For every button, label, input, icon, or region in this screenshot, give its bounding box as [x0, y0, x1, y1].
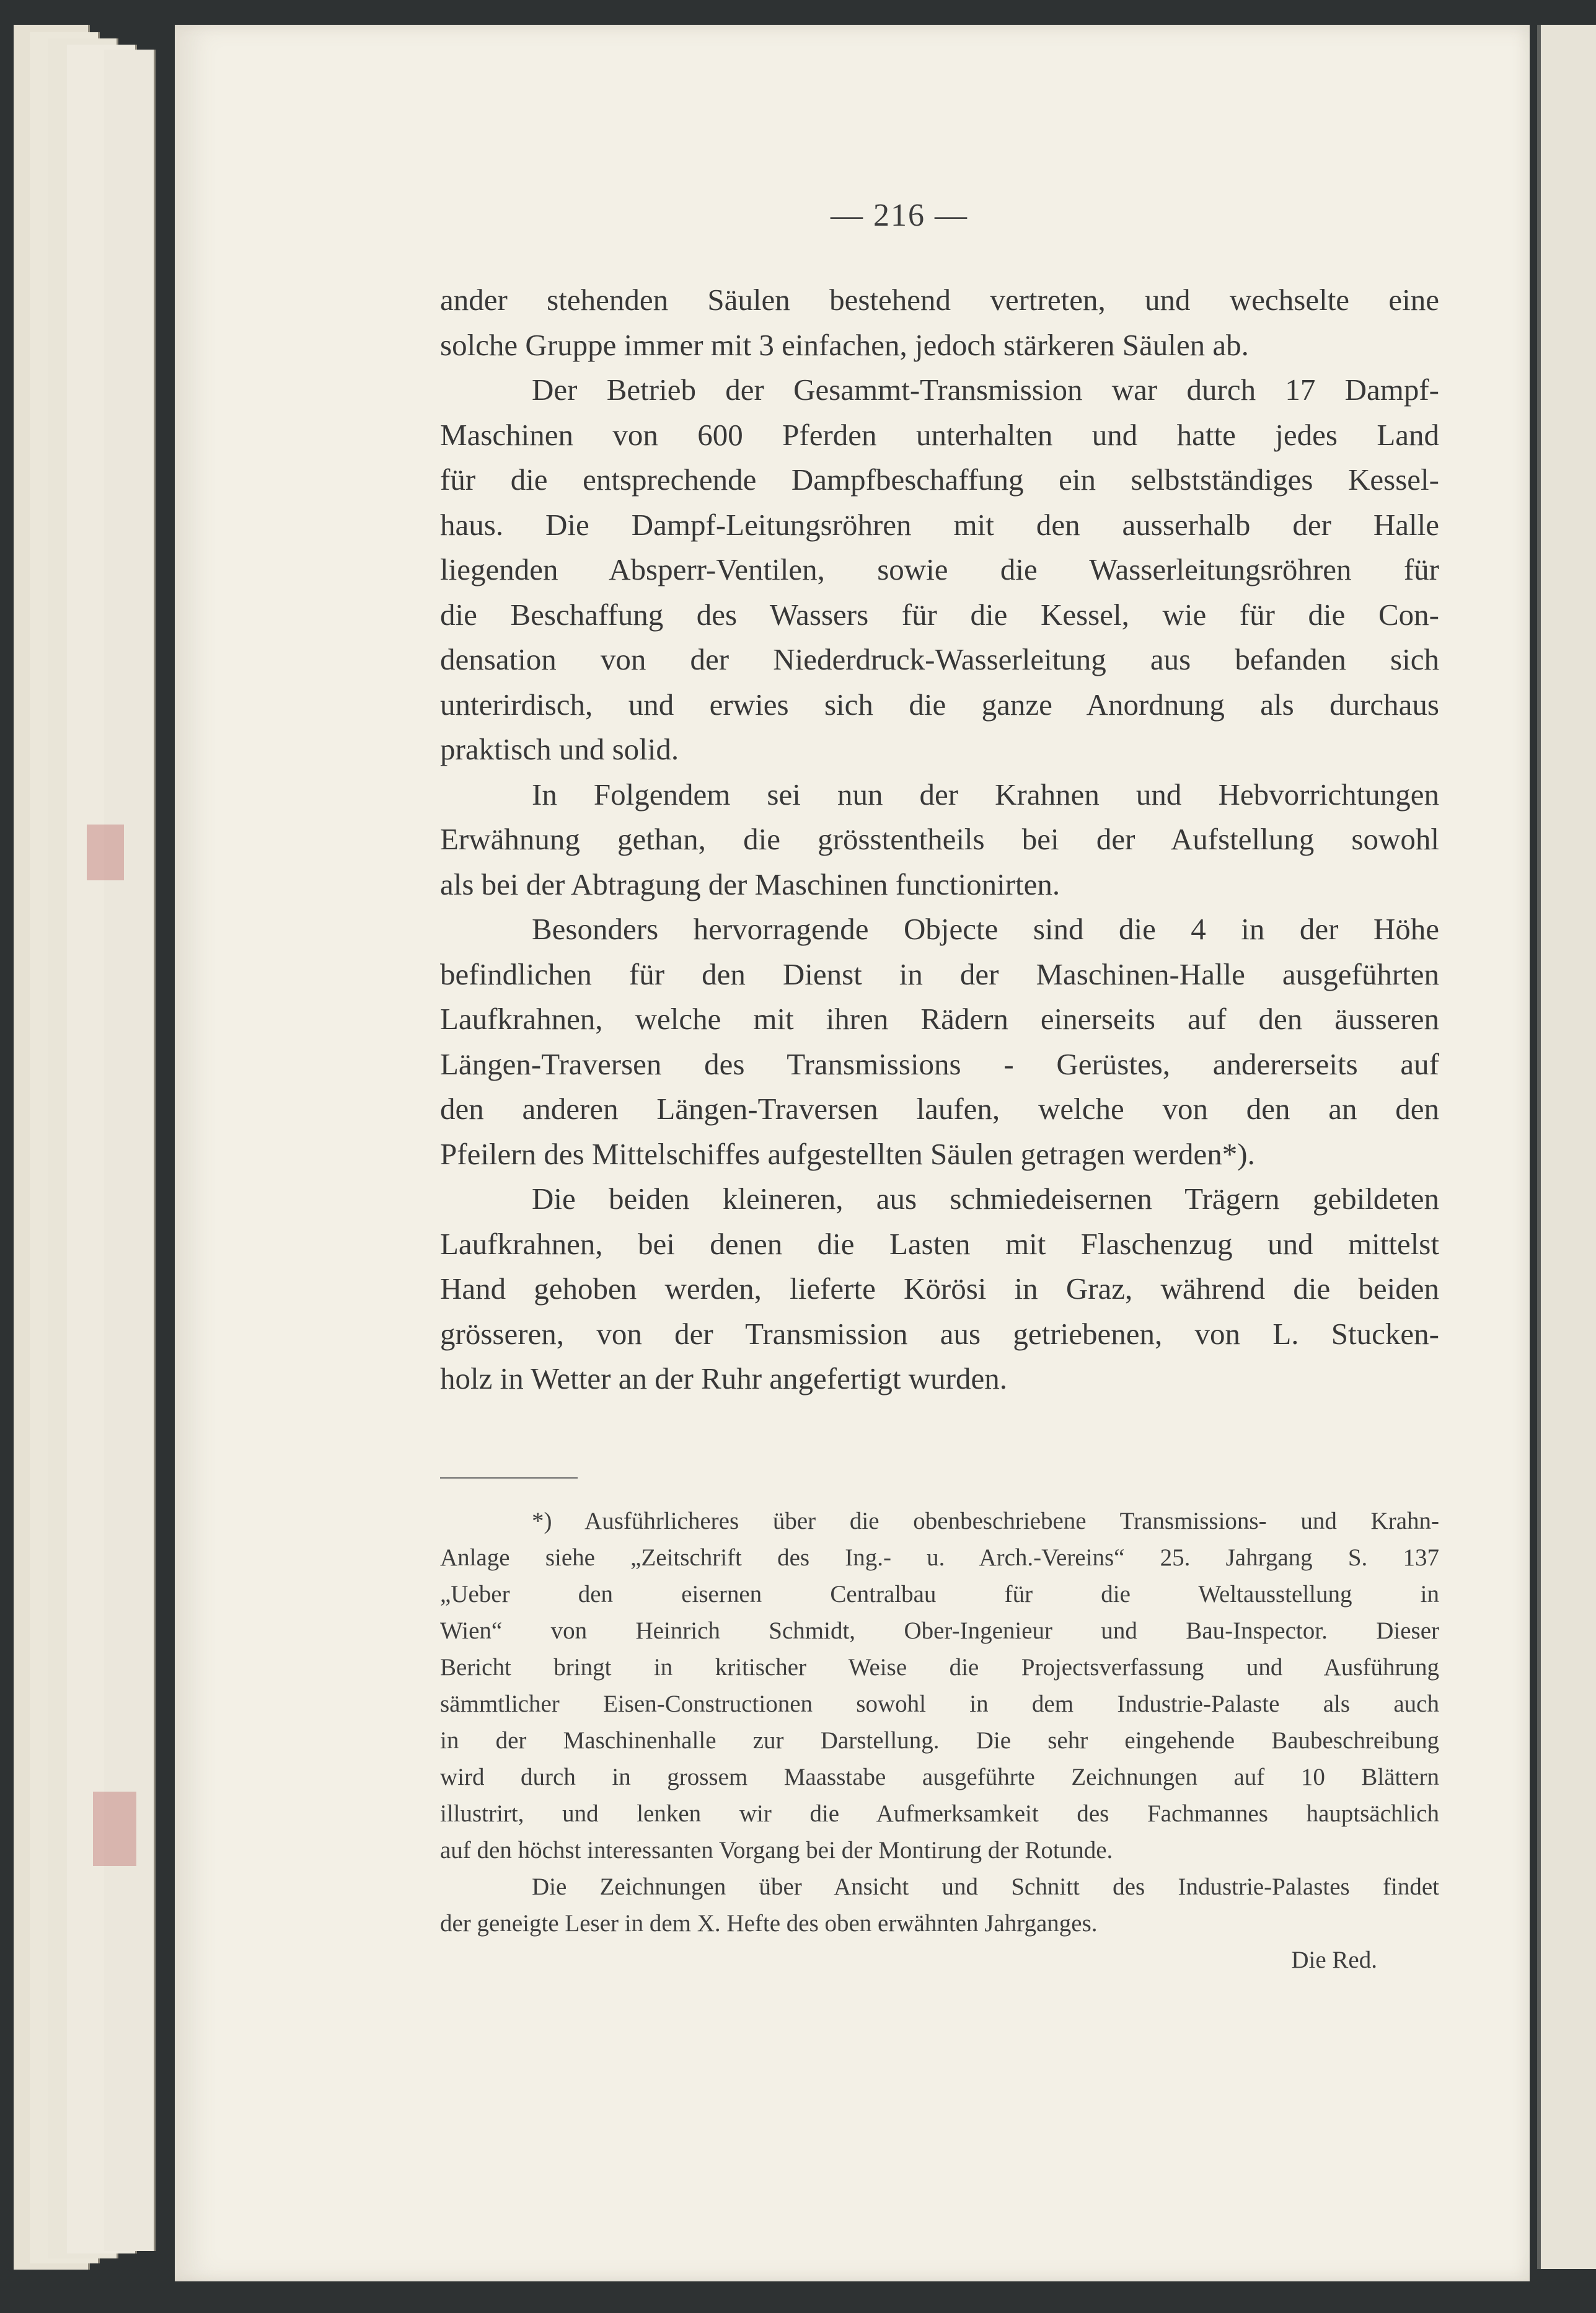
footnote-line: wird durch in grossem Maasstabe ausgeführte Zeichnungen auf 10 Blättern	[440, 1764, 1439, 1790]
text-line: Laufkrahnen, bei denen die Lasten mit Flaschenzug und mittelst	[440, 1226, 1439, 1261]
edge-stain	[87, 825, 124, 880]
footnote-line: auf den höchst interessanten Vorgang bei der Montirung der Rotunde.	[440, 1837, 1113, 1864]
text-line: solche Gruppe immer mit 3 einfachen, jedoch stärkeren Säulen ab.	[440, 327, 1249, 362]
footnote-line: der geneigte Leser in dem X. Hefte des oben erwähnten Jahrganges.	[440, 1910, 1098, 1937]
footnote-line: sämmtlicher Eisen-Constructionen sowohl in dem Industrie-Palaste als auch	[440, 1691, 1439, 1717]
editor-signature: Die Red.	[1291, 1947, 1377, 1973]
text-line: densation von der Niederdruck-Wasserleitung aus befanden sich	[440, 642, 1439, 676]
text-line: für die entsprechende Dampfbeschaffung ein selbstständiges Kessel-	[440, 462, 1439, 497]
footnote-line: Wien“ von Heinrich Schmidt, Ober-Ingenieur und Bau-Inspector. Dieser	[440, 1617, 1439, 1644]
page-number: — 216 —	[831, 198, 968, 233]
text-line: ander stehenden Säulen bestehend vertreten, und wechselte eine	[440, 283, 1439, 317]
text-line: Besonders hervorragende Objecte sind die 4 in der Höhe	[532, 912, 1439, 946]
footnote-divider	[440, 1477, 578, 1479]
text-line: Laufkrahnen, welche mit ihren Rädern einerseits auf den äusseren	[440, 1002, 1439, 1036]
text-line: grösseren, von der Transmission aus getriebenen, von L. Stucken-	[440, 1316, 1439, 1351]
text-line: holz in Wetter an der Ruhr angefertigt wurden.	[440, 1361, 1007, 1395]
body-text	[440, 278, 1439, 1402]
text-line: als bei der Abtragung der Maschinen functionirten.	[440, 867, 1060, 901]
text-line: Maschinen von 600 Pferden unterhalten und hatte jedes Land	[440, 417, 1439, 452]
text-line: praktisch und solid.	[440, 732, 679, 766]
text-line: In Folgendem sei nun der Krahnen und Hebvorrichtungen	[532, 777, 1439, 812]
footnote	[440, 1503, 1439, 1978]
text-line: unterirdisch, und erwies sich die ganze Anordnung als durchaus	[440, 687, 1439, 722]
text-line: Der Betrieb der Gesammt-Transmission war durch 17 Dampf-	[532, 373, 1439, 407]
text-line: den anderen Längen-Traversen laufen, welche von den an den	[440, 1092, 1439, 1126]
footnote-line: in der Maschinenhalle zur Darstellung. Die sehr eingehende Baubeschreibung	[440, 1727, 1439, 1754]
text-line: Erwähnung gethan, die grösstentheils bei der Aufstellung sowohl	[440, 822, 1439, 856]
text-line: Die beiden kleineren, aus schmiedeisernen Trägern gebildeten	[532, 1182, 1439, 1216]
footnote-line: Die Zeichnungen über Ansicht und Schnitt des Industrie-Palastes findet	[532, 1873, 1439, 1900]
footnote-line: Anlage siehe „Zeitschrift des Ing.- u. Arch.-Vereins“ 25. Jahrgang S. 137	[440, 1544, 1439, 1571]
text-line: die Beschaffung des Wassers für die Kessel, wie für die Con-	[440, 597, 1439, 632]
text-line: haus. Die Dampf-Leitungsröhren mit den ausserhalb der Halle	[440, 507, 1439, 542]
text-line: Hand gehoben werden, lieferte Körösi in Graz, während die beiden	[440, 1271, 1439, 1306]
page-edge	[104, 50, 156, 2251]
footnote-line: illustrirt, und lenken wir die Aufmerksamkeit des Fachmannes hauptsächlich	[440, 1800, 1439, 1827]
footnote-line: Bericht bringt in kritischer Weise die Projectsverfassung und Ausführung	[440, 1654, 1439, 1681]
text-line: liegenden Absperr-Ventilen, sowie die Wasserleitungsröhren für	[440, 552, 1439, 586]
text-line: befindlichen für den Dienst in der Maschinen-Halle ausgeführten	[440, 957, 1439, 991]
facing-page-edge	[1537, 25, 1596, 2269]
footnote-line: *) Ausführlicheres über die obenbeschriebene Transmissions- und Krahn-	[532, 1508, 1439, 1534]
footnote-line: „Ueber den eisernen Centralbau für die Weltausstellung in	[440, 1581, 1439, 1608]
edge-stain	[93, 1792, 136, 1866]
text-line: Längen-Traversen des Transmissions - Gerüstes, andererseits auf	[440, 1046, 1439, 1081]
text-line: Pfeilern des Mittelschiffes aufgestellten Säulen getragen werden*).	[440, 1136, 1255, 1171]
